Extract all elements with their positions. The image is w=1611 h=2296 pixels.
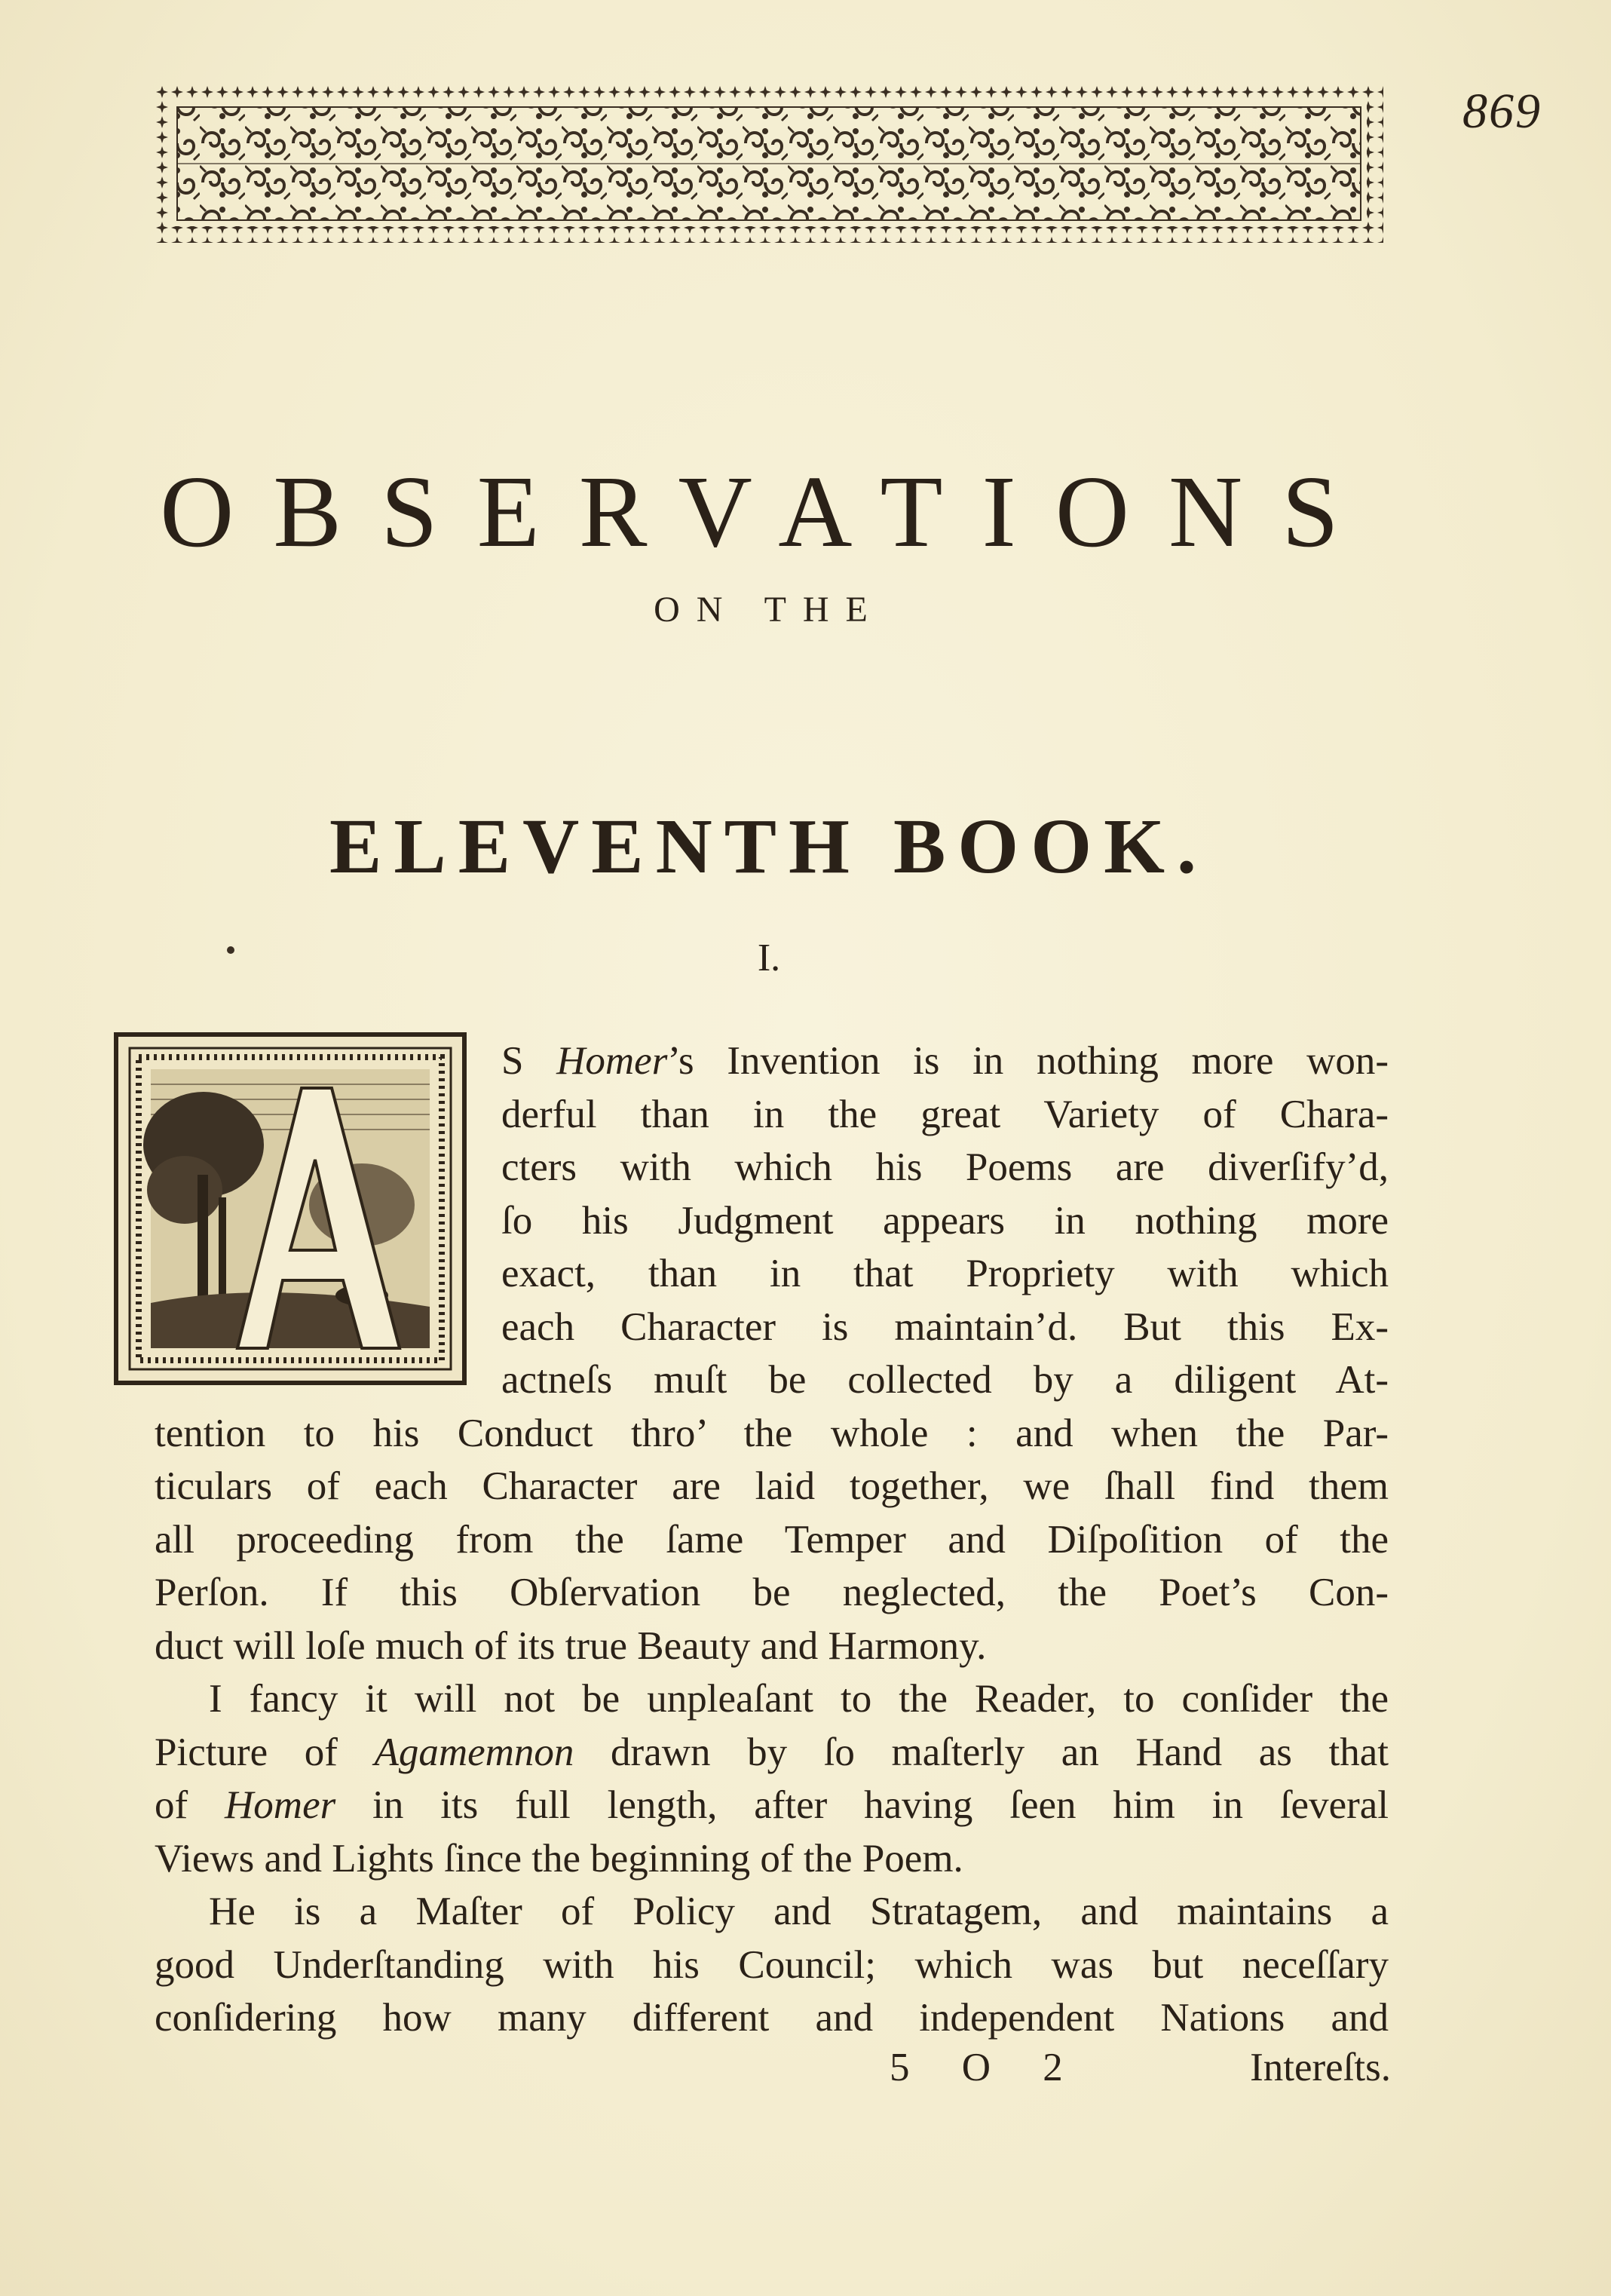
signature-mark: 5 O 2 — [890, 2046, 1084, 2089]
text-segment: Views and Lights ſince the beginning of the Poem. — [155, 1836, 963, 1881]
text-segment: I fancy it will not be unpleaſant to the Reader, to conſider the — [209, 1677, 1389, 1721]
text-line — [501, 1035, 1389, 1087]
text-segment: Perſon. If this Obſervation be neglected, the Poet’s Con- — [155, 1571, 1389, 1614]
subtitle: ON THE — [654, 590, 884, 630]
ornamental-headpiece — [155, 84, 1383, 243]
text-line — [155, 1620, 1389, 1672]
italic-name: Agamemnon — [374, 1730, 574, 1774]
text-line — [501, 1353, 1389, 1406]
text-segment: all proceeding from the ſame Temper and Diſpoſition of the — [155, 1517, 1389, 1562]
text-segment: duct will loſe much of its true Beauty and Harmony. — [155, 1623, 987, 1668]
text-segment: drawn by ſo maſterly an Hand as that — [574, 1730, 1389, 1774]
text-segment: conſidering how many different and independent Nations and — [155, 1996, 1389, 2040]
page-footer — [155, 2045, 1391, 2098]
text-segment: ticulars of each Character are laid together, we ſhall find them — [155, 1464, 1389, 1508]
italic-name: Homer — [556, 1039, 668, 1083]
text-segment: good Underſtanding with his Council; which was but neceſſary — [155, 1942, 1389, 1987]
text-line — [501, 1141, 1389, 1194]
text-line — [501, 1088, 1389, 1141]
text-line — [155, 1779, 1389, 1832]
text-line — [155, 1460, 1389, 1513]
text-segment: of — [155, 1783, 225, 1827]
text-line — [501, 1194, 1389, 1247]
text-segment: each Character is maintain’d. But this Ex- — [501, 1304, 1389, 1349]
text-line — [155, 1407, 1389, 1460]
text-line — [209, 1885, 1389, 1938]
text-line — [155, 1513, 1389, 1566]
book-title: ELEVENTH BOOK. — [329, 803, 1208, 891]
text-segment: S — [501, 1039, 557, 1083]
ink-dot — [227, 946, 234, 954]
italic-name: Homer — [225, 1783, 336, 1827]
text-segment: actneſs muſt be collected by a diligent At- — [501, 1358, 1389, 1402]
text-line — [209, 1672, 1389, 1725]
text-segment: cters with which his Poems are diverſify’d, — [501, 1145, 1389, 1189]
text-line — [155, 1566, 1389, 1619]
engraved-drop-cap — [113, 1032, 467, 1386]
text-line — [155, 1939, 1389, 1991]
text-segment: He is a Maſter of Policy and Stratagem, and maintains a — [209, 1890, 1389, 1933]
text-segment: ’s Invention is in nothing more won- — [667, 1039, 1389, 1083]
text-segment: Picture of — [155, 1730, 375, 1774]
text-segment: ſo his Judgment appears in nothing more — [501, 1198, 1389, 1243]
text-segment: in its full length, after having ſeen him in ſeveral — [335, 1783, 1389, 1827]
text-segment: exact, than in that Propriety with which — [501, 1252, 1389, 1295]
text-line — [155, 1991, 1389, 2044]
text-line — [501, 1247, 1389, 1300]
section-number: I. — [757, 936, 781, 979]
text-line — [155, 1832, 1389, 1885]
text-line — [155, 1726, 1389, 1779]
text-line — [501, 1301, 1389, 1353]
text-segment: derful than in the great Variety of Chara- — [501, 1092, 1389, 1136]
page-title: OBSERVATIONS — [160, 455, 1378, 569]
catchword: Intereſts. — [1250, 2046, 1391, 2089]
text-segment: tention to his Conduct thro’ the whole : and when the Par- — [155, 1411, 1389, 1455]
page-number: 869 — [1462, 84, 1542, 139]
